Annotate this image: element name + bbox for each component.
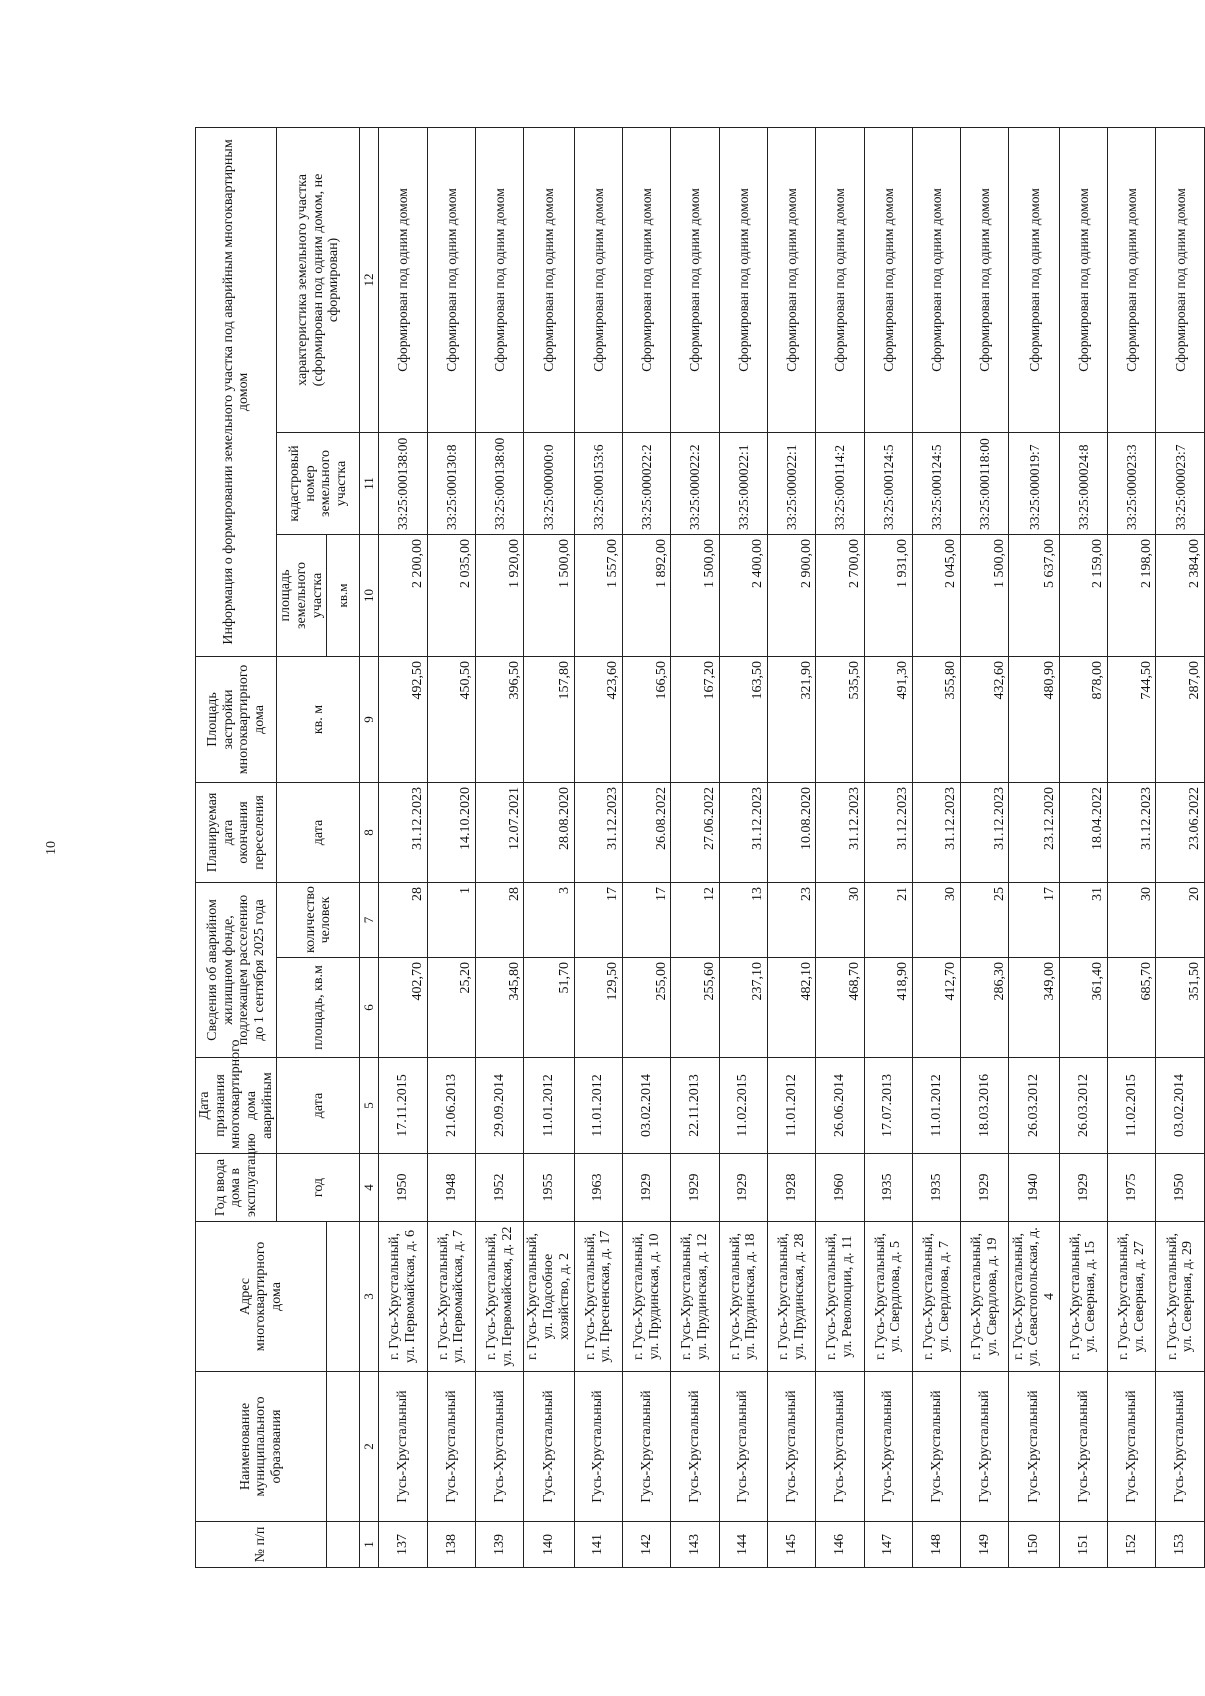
people-count-cell: 3 — [524, 882, 574, 957]
row-number: 153 — [1156, 1522, 1205, 1568]
building-area-cell: 450,50 — [427, 656, 475, 782]
header-col-building-area: Площадь застройки многоквартирного дома — [196, 656, 277, 782]
column-number: 6 — [360, 958, 379, 1058]
area-cell: 482,10 — [767, 958, 815, 1058]
column-number: 9 — [360, 656, 379, 782]
land-area-cell: 1 557,00 — [574, 534, 622, 656]
row-number: 151 — [1059, 1522, 1107, 1568]
emergency-date-cell: 11.02.2015 — [719, 1058, 767, 1154]
unit-building-area: кв. м — [277, 656, 360, 782]
land-characteristic-cell: Сформирован под одним домом — [1009, 127, 1059, 432]
cadastral-number-cell: 33:25:000022:2 — [622, 432, 670, 534]
people-count-cell: 20 — [1156, 882, 1205, 957]
header-col-municipality: Наименование муниципального образования — [196, 1372, 327, 1522]
column-number: 1 — [360, 1522, 379, 1568]
cadastral-number-cell: 33:25:000114:2 — [816, 432, 864, 534]
cadastral-number-cell: 33:25:000023:3 — [1108, 432, 1156, 534]
people-count-cell: 21 — [864, 882, 912, 957]
row-number: 137 — [379, 1522, 427, 1568]
people-count-cell: 30 — [816, 882, 864, 957]
unit-blank-2 — [327, 1372, 360, 1522]
municipality-cell: Гусь-Хрустальный — [622, 1372, 670, 1522]
header-col-planned-date: Планируемая дата окончания переселения — [196, 782, 277, 882]
planned-date-cell: 31.12.2023 — [912, 782, 960, 882]
row-number: 152 — [1108, 1522, 1156, 1568]
people-count-cell: 23 — [767, 882, 815, 957]
people-count-cell: 17 — [1009, 882, 1059, 957]
planned-date-cell: 28.08.2020 — [524, 782, 574, 882]
planned-date-cell: 14.10.2020 — [427, 782, 475, 882]
area-cell: 345,80 — [476, 958, 524, 1058]
municipality-cell: Гусь-Хрустальный — [961, 1372, 1009, 1522]
land-area-cell: 2 900,00 — [767, 534, 815, 656]
row-number: 147 — [864, 1522, 912, 1568]
building-area-cell: 491,30 — [864, 656, 912, 782]
address-cell: г. Гусь-Хрустальный, ул. Северная, д. 29 — [1156, 1222, 1205, 1372]
address-cell: г. Гусь-Хрустальный, ул. Свердлова, д. 7 — [912, 1222, 960, 1372]
emergency-date-cell: 29.09.2014 — [476, 1058, 524, 1154]
emergency-date-cell: 11.01.2012 — [767, 1058, 815, 1154]
people-count-cell: 1 — [427, 882, 475, 957]
header-col-number: № п/п — [196, 1522, 327, 1568]
area-cell: 685,70 — [1108, 958, 1156, 1058]
area-cell: 286,30 — [961, 958, 1009, 1058]
area-cell: 51,70 — [524, 958, 574, 1058]
planned-date-cell: 27.06.2022 — [671, 782, 719, 882]
cadastral-number-cell: 33:25:000153:6 — [574, 432, 622, 534]
header-col-year: Год ввода дома в эксплуатацию — [196, 1154, 277, 1222]
building-area-cell: 492,50 — [379, 656, 427, 782]
building-area-cell: 321,90 — [767, 656, 815, 782]
area-cell: 237,10 — [719, 958, 767, 1058]
building-area-cell: 355,80 — [912, 656, 960, 782]
land-area-cell: 2 159,00 — [1059, 534, 1107, 656]
column-number-row — [360, 127, 379, 1567]
rotated-table-wrapper — [195, 128, 1205, 1568]
unit-land-area: кв.м — [327, 534, 360, 656]
municipality-cell: Гусь-Хрустальный — [864, 1372, 912, 1522]
table-row — [476, 127, 524, 1567]
land-area-cell: 5 637,00 — [1009, 534, 1059, 656]
land-characteristic-cell: Сформирован под одним домом — [671, 127, 719, 432]
land-area-cell: 2 198,00 — [1108, 534, 1156, 656]
land-area-cell: 1 500,00 — [524, 534, 574, 656]
area-cell: 412,70 — [912, 958, 960, 1058]
planned-date-cell: 31.12.2023 — [816, 782, 864, 882]
building-area-cell: 535,50 — [816, 656, 864, 782]
cadastral-number-cell: 33:25:000118:00 — [961, 432, 1009, 534]
year-cell: 1940 — [1009, 1154, 1059, 1222]
land-characteristic-cell: Сформирован под одним домом — [719, 127, 767, 432]
row-number: 142 — [622, 1522, 670, 1568]
table-row — [767, 127, 815, 1567]
cadastral-number-cell: 33:25:000000:0 — [524, 432, 574, 534]
address-cell: г. Гусь-Хрустальный, ул. Прудинская, д. 12 — [671, 1222, 719, 1372]
planned-date-cell: 31.12.2023 — [961, 782, 1009, 882]
address-cell: г. Гусь-Хрустальный, ул. Первомайская, д. 7 — [427, 1222, 475, 1372]
emergency-date-cell: 17.07.2013 — [864, 1058, 912, 1154]
people-count-cell: 17 — [574, 882, 622, 957]
year-cell: 1950 — [379, 1154, 427, 1222]
table-body — [379, 127, 1205, 1567]
municipality-cell: Гусь-Хрустальный — [427, 1372, 475, 1522]
emergency-date-cell: 26.03.2012 — [1009, 1058, 1059, 1154]
cadastral-number-cell: 33:25:000138:00 — [476, 432, 524, 534]
table-row — [379, 127, 427, 1567]
address-cell: г. Гусь-Хрустальный, ул. Революции, д. 11 — [816, 1222, 864, 1372]
people-count-cell: 12 — [671, 882, 719, 957]
table-row — [427, 127, 475, 1567]
row-number: 148 — [912, 1522, 960, 1568]
row-number: 146 — [816, 1522, 864, 1568]
year-cell: 1952 — [476, 1154, 524, 1222]
column-number: 11 — [360, 432, 379, 534]
column-number: 5 — [360, 1058, 379, 1154]
table-row — [816, 127, 864, 1567]
land-characteristic-cell: Сформирован под одним домом — [427, 127, 475, 432]
municipality-cell: Гусь-Хрустальный — [476, 1372, 524, 1522]
year-cell: 1929 — [1059, 1154, 1107, 1222]
municipality-cell: Гусь-Хрустальный — [1156, 1372, 1205, 1522]
table-row — [1059, 127, 1107, 1567]
planned-date-cell: 12.07.2021 — [476, 782, 524, 882]
municipality-cell: Гусь-Хрустальный — [719, 1372, 767, 1522]
land-area-cell: 2 045,00 — [912, 534, 960, 656]
header-row-1 — [196, 127, 277, 1567]
emergency-date-cell: 11.01.2012 — [574, 1058, 622, 1154]
land-area-cell: 2 384,00 — [1156, 534, 1205, 656]
year-cell: 1963 — [574, 1154, 622, 1222]
address-cell: г. Гусь-Хрустальный, ул. Севастопольская, д. 4 — [1009, 1222, 1059, 1372]
area-cell: 349,00 — [1009, 958, 1059, 1058]
land-characteristic-cell: Сформирован под одним домом — [864, 127, 912, 432]
address-cell: г. Гусь-Хрустальный, ул. Северная, д. 15 — [1059, 1222, 1107, 1372]
land-characteristic-cell: Сформирован под одним домом — [767, 127, 815, 432]
planned-date-cell: 23.12.2020 — [1009, 782, 1059, 882]
land-characteristic-cell: Сформирован под одним домом — [622, 127, 670, 432]
cadastral-number-cell: 33:25:000022:1 — [719, 432, 767, 534]
emergency-date-cell: 11.02.2015 — [1108, 1058, 1156, 1154]
land-characteristic-cell: Сформирован под одним домом — [379, 127, 427, 432]
emergency-date-cell: 26.03.2012 — [1059, 1058, 1107, 1154]
row-number: 145 — [767, 1522, 815, 1568]
people-count-cell: 30 — [912, 882, 960, 957]
year-cell: 1948 — [427, 1154, 475, 1222]
registry-table — [195, 127, 1205, 1568]
emergency-date-cell: 21.06.2013 — [427, 1058, 475, 1154]
table-row — [524, 127, 574, 1567]
emergency-date-cell: 11.01.2012 — [912, 1058, 960, 1154]
table-row — [1156, 127, 1205, 1567]
header-group-land-info: Информация о формировании земельного участка под аварийным многоквартирным домом — [196, 127, 277, 656]
address-cell: г. Гусь-Хрустальный, ул. Первомайская, д. 22 — [476, 1222, 524, 1372]
area-cell: 351,50 — [1156, 958, 1205, 1058]
building-area-cell: 287,00 — [1156, 656, 1205, 782]
building-area-cell: 432,60 — [961, 656, 1009, 782]
building-area-cell: 744,50 — [1108, 656, 1156, 782]
land-area-cell: 1 500,00 — [961, 534, 1009, 656]
planned-date-cell: 31.12.2023 — [574, 782, 622, 882]
land-area-cell: 1 892,00 — [622, 534, 670, 656]
header-col-address: Адрес многоквартирного дома — [196, 1222, 327, 1372]
building-area-cell: 157,80 — [524, 656, 574, 782]
planned-date-cell: 31.12.2023 — [379, 782, 427, 882]
building-area-cell: 878,00 — [1059, 656, 1107, 782]
people-count-cell: 17 — [622, 882, 670, 957]
cadastral-number-cell: 33:25:000138:00 — [379, 432, 427, 534]
people-count-cell: 28 — [379, 882, 427, 957]
table-row — [719, 127, 767, 1567]
year-cell: 1929 — [719, 1154, 767, 1222]
area-cell: 402,70 — [379, 958, 427, 1058]
column-number: 4 — [360, 1154, 379, 1222]
people-count-cell: 30 — [1108, 882, 1156, 957]
year-cell: 1929 — [671, 1154, 719, 1222]
land-characteristic-cell: Сформирован под одним домом — [574, 127, 622, 432]
column-number: 12 — [360, 127, 379, 432]
land-characteristic-cell: Сформирован под одним домом — [912, 127, 960, 432]
land-area-cell: 1 920,00 — [476, 534, 524, 656]
year-cell: 1935 — [864, 1154, 912, 1222]
land-area-cell: 1 500,00 — [671, 534, 719, 656]
building-area-cell: 167,20 — [671, 656, 719, 782]
header-group-housing-info: Сведения об аварийном жилищном фонде, подлежащем расселению до 1 сентября 2025 года — [196, 882, 277, 1057]
address-cell: г. Гусь-Хрустальный, ул. Прудинская, д. 10 — [622, 1222, 670, 1372]
municipality-cell: Гусь-Хрустальный — [767, 1372, 815, 1522]
column-number: 3 — [360, 1222, 379, 1372]
row-number: 143 — [671, 1522, 719, 1568]
land-area-cell: 2 400,00 — [719, 534, 767, 656]
area-cell: 361,40 — [1059, 958, 1107, 1058]
page-number: 10 — [44, 841, 59, 855]
municipality-cell: Гусь-Хрустальный — [379, 1372, 427, 1522]
cadastral-number-cell: 33:25:000022:1 — [767, 432, 815, 534]
unit-area: площадь, кв.м — [277, 958, 360, 1058]
address-cell: г. Гусь-Хрустальный, ул. Свердлова, д. 5 — [864, 1222, 912, 1372]
building-area-cell: 166,50 — [622, 656, 670, 782]
land-characteristic-cell: Сформирован под одним домом — [476, 127, 524, 432]
planned-date-cell: 10.08.2020 — [767, 782, 815, 882]
address-cell: г. Гусь-Хрустальный, ул. Прудинская, д. 18 — [719, 1222, 767, 1372]
municipality-cell: Гусь-Хрустальный — [1009, 1372, 1059, 1522]
unit-blank-1 — [327, 1522, 360, 1568]
table-row — [671, 127, 719, 1567]
column-number: 7 — [360, 882, 379, 957]
area-cell: 418,90 — [864, 958, 912, 1058]
land-area-cell: 1 931,00 — [864, 534, 912, 656]
table-row — [961, 127, 1009, 1567]
unit-year: год — [277, 1154, 360, 1222]
row-number: 144 — [719, 1522, 767, 1568]
row-number: 139 — [476, 1522, 524, 1568]
table-row — [1009, 127, 1059, 1567]
municipality-cell: Гусь-Хрустальный — [574, 1372, 622, 1522]
emergency-date-cell: 03.02.2014 — [622, 1058, 670, 1154]
land-characteristic-cell: Сформирован под одним домом — [816, 127, 864, 432]
emergency-date-cell: 11.01.2012 — [524, 1058, 574, 1154]
emergency-date-cell: 03.02.2014 — [1156, 1058, 1205, 1154]
table-row — [622, 127, 670, 1567]
building-area-cell: 396,50 — [476, 656, 524, 782]
emergency-date-cell: 17.11.2015 — [379, 1058, 427, 1154]
land-characteristic-cell: Сформирован под одним домом — [1156, 127, 1205, 432]
table-row — [912, 127, 960, 1567]
column-number: 10 — [360, 534, 379, 656]
address-cell: г. Гусь-Хрустальный, ул. Прудинская, д. 28 — [767, 1222, 815, 1372]
planned-date-cell: 31.12.2023 — [719, 782, 767, 882]
building-area-cell: 423,60 — [574, 656, 622, 782]
planned-date-cell: 31.12.2023 — [1108, 782, 1156, 882]
address-cell: г. Гусь-Хрустальный, ул. Пресненская, д. 17 — [574, 1222, 622, 1372]
area-cell: 255,60 — [671, 958, 719, 1058]
header-col-emergency-date: Дата признания многоквартирного дома аварийным — [196, 1058, 277, 1154]
cadastral-number-cell: 33:25:000124:5 — [912, 432, 960, 534]
cadastral-number-cell: 33:25:000019:7 — [1009, 432, 1059, 534]
emergency-date-cell: 22.11.2013 — [671, 1058, 719, 1154]
unit-people: количество человек — [277, 882, 360, 957]
emergency-date-cell: 18.03.2016 — [961, 1058, 1009, 1154]
municipality-cell: Гусь-Хрустальный — [524, 1372, 574, 1522]
cadastral-number-cell: 33:25:000024:8 — [1059, 432, 1107, 534]
year-cell: 1929 — [961, 1154, 1009, 1222]
area-cell: 255,00 — [622, 958, 670, 1058]
people-count-cell: 28 — [476, 882, 524, 957]
municipality-cell: Гусь-Хрустальный — [1059, 1372, 1107, 1522]
row-number: 150 — [1009, 1522, 1059, 1568]
people-count-cell: 13 — [719, 882, 767, 957]
address-cell: г. Гусь-Хрустальный, ул. Свердлова, д. 19 — [961, 1222, 1009, 1372]
municipality-cell: Гусь-Хрустальный — [816, 1372, 864, 1522]
land-characteristic-cell: Сформирован под одним домом — [961, 127, 1009, 432]
year-cell: 1955 — [524, 1154, 574, 1222]
header-col-land-area: площадь земельного участка — [277, 534, 327, 656]
address-cell: г. Гусь-Хрустальный, ул. Первомайская, д. 6 — [379, 1222, 427, 1372]
header-col-characteristic: характеристика земельного участка (сформирован под одним домом, не сформирован) — [277, 127, 360, 432]
cadastral-number-cell: 33:25:000130:8 — [427, 432, 475, 534]
address-cell: г. Гусь-Хрустальный, ул. Подсобное хозяйство, д. 2 — [524, 1222, 574, 1372]
year-cell: 1975 — [1108, 1154, 1156, 1222]
year-cell: 1935 — [912, 1154, 960, 1222]
land-characteristic-cell: Сформирован под одним домом — [1108, 127, 1156, 432]
planned-date-cell: 31.12.2023 — [864, 782, 912, 882]
planned-date-cell: 23.06.2022 — [1156, 782, 1205, 882]
year-cell: 1950 — [1156, 1154, 1205, 1222]
year-cell: 1929 — [622, 1154, 670, 1222]
unit-planned-date: дата — [277, 782, 360, 882]
unit-emergency-date: дата — [277, 1058, 360, 1154]
row-number: 138 — [427, 1522, 475, 1568]
row-number: 149 — [961, 1522, 1009, 1568]
area-cell: 468,70 — [816, 958, 864, 1058]
address-cell: г. Гусь-Хрустальный, ул. Северная, д. 27 — [1108, 1222, 1156, 1372]
people-count-cell: 31 — [1059, 882, 1107, 957]
unit-blank-3 — [327, 1222, 360, 1372]
municipality-cell: Гусь-Хрустальный — [912, 1372, 960, 1522]
year-cell: 1960 — [816, 1154, 864, 1222]
land-characteristic-cell: Сформирован под одним домом — [524, 127, 574, 432]
row-number: 140 — [524, 1522, 574, 1568]
land-area-cell: 2 200,00 — [379, 534, 427, 656]
emergency-date-cell: 26.06.2014 — [816, 1058, 864, 1154]
land-area-cell: 2 700,00 — [816, 534, 864, 656]
year-cell: 1928 — [767, 1154, 815, 1222]
planned-date-cell: 18.04.2022 — [1059, 782, 1107, 882]
area-cell: 25,20 — [427, 958, 475, 1058]
table-row — [574, 127, 622, 1567]
area-cell: 129,50 — [574, 958, 622, 1058]
municipality-cell: Гусь-Хрустальный — [1108, 1372, 1156, 1522]
column-number: 2 — [360, 1372, 379, 1522]
row-number: 141 — [574, 1522, 622, 1568]
building-area-cell: 480,90 — [1009, 656, 1059, 782]
land-area-cell: 2 035,00 — [427, 534, 475, 656]
cadastral-number-cell: 33:25:000023:7 — [1156, 432, 1205, 534]
people-count-cell: 25 — [961, 882, 1009, 957]
header-col-cadastral: кадастровый номер земельного участка — [277, 432, 360, 534]
building-area-cell: 163,50 — [719, 656, 767, 782]
table-row — [864, 127, 912, 1567]
cadastral-number-cell: 33:25:000022:2 — [671, 432, 719, 534]
municipality-cell: Гусь-Хрустальный — [671, 1372, 719, 1522]
planned-date-cell: 26.08.2022 — [622, 782, 670, 882]
land-characteristic-cell: Сформирован под одним домом — [1059, 127, 1107, 432]
table-row — [1108, 127, 1156, 1567]
cadastral-number-cell: 33:25:000124:5 — [864, 432, 912, 534]
column-number: 8 — [360, 782, 379, 882]
